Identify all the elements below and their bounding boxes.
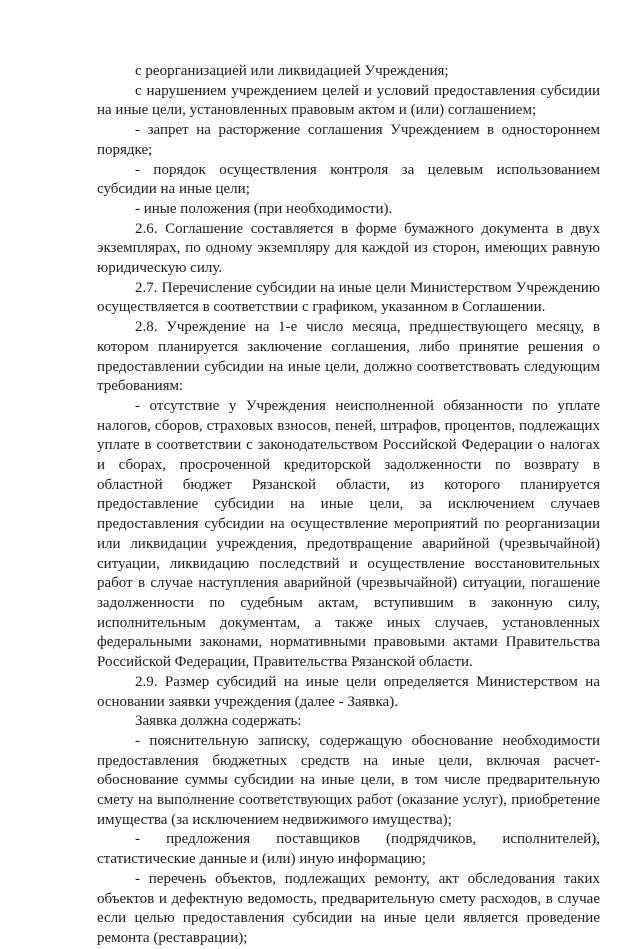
paragraph-supplier-proposals: - предложения поставщиков (подрядчиков, исполнителей), статистические данные и (или) иную информацию;: [97, 831, 600, 868]
paragraph-control-procedure: - порядок осуществления контроля за целевым использованием субсидии на иные цели;: [97, 161, 600, 198]
paragraph-repair-objects: - перечень объектов, подлежащих ремонту, акт обследования таких объектов и дефектную ведомость, предварительную смету расходов, в случае если целью предоставления субсидии на иные цели является проведение ремонта (реставрации);: [97, 870, 600, 946]
paragraph-reorganization-item: с реорганизацией или ликвидацией Учреждения;: [135, 63, 449, 79]
paragraph-2-6: 2.6. Соглашение составляется в форме бумажного документа в двух экземплярах, по одному экземпляру для каждой из сторон, имеющих равную юридическую силу.: [97, 220, 600, 277]
paragraph-explanatory-note: - пояснительную записку, содержащую обоснование необходимости предоставления бюджетных средств на иные цели, включая расчет-обоснование суммы субсидии на иные цели, в том числе предварительную смету на выполнение соответствующих работ (оказание услуг), приобретение имущества (за исключением недвижимого имущества);: [97, 732, 600, 828]
document-body: [97, 62, 600, 949]
paragraph-no-debt-requirement: - отсутствие у Учреждения неисполненной обязанности по уплате налогов, сборов, страховых взносов, пеней, штрафов, процентов, подлежащих уплате в соответствии с законодательством Российской Федерации о налогах и сборах, просроченной кредиторской задолженности по возврату в областной бюджет Рязанской области, из которого планируется предоставление субсидии на иные цели, за исключением случаев предоставления субсидии на осуществление мероприятий по реорганизации или ликвидации учреждения, предотвращение аварийной (чрезвычайной) ситуации, ликвидацию последствий и осуществление восстановительных работ в случае наступления аварийной (чрезвычайной) ситуации, погашение задолженности по судебным актам, вступившим в законную силу, исполнительным документам, а также иных случаев, установленных федеральными законами, нормативными правовыми актами Правительства Российской Федерации, Правительства Рязанской области.: [97, 397, 600, 671]
paragraph-violation-item: с нарушением учреждением целей и условий предоставления субсидии на иные цели, установленных правовым актом и (или) соглашением;: [97, 82, 600, 119]
paragraph-2-9: 2.9. Размер субсидий на иные цели определяется Министерством на основании заявки учреждения (далее - Заявка).: [97, 673, 600, 710]
paragraph-termination-ban: - запрет на расторжение соглашения Учреждением в одностороннем порядке;: [97, 122, 600, 158]
paragraph-2-7: 2.7. Перечисление субсидии на иные цели Министерством Учреждению осуществляется в соответствии с графиком, указанном в Соглашении.: [97, 279, 600, 316]
paragraph-application-contents: Заявка должна содержать:: [135, 713, 302, 730]
paragraph-other-provisions: - иные положения (при необходимости).: [135, 200, 393, 217]
paragraph-2-8: 2.8. Учреждение на 1-е число месяца, предшествующего месяцу, в котором планируется заключение соглашения, либо принятие решения о предоставлении субсидии на иные цели, должно соответствовать следующим требованиям:: [97, 319, 600, 395]
